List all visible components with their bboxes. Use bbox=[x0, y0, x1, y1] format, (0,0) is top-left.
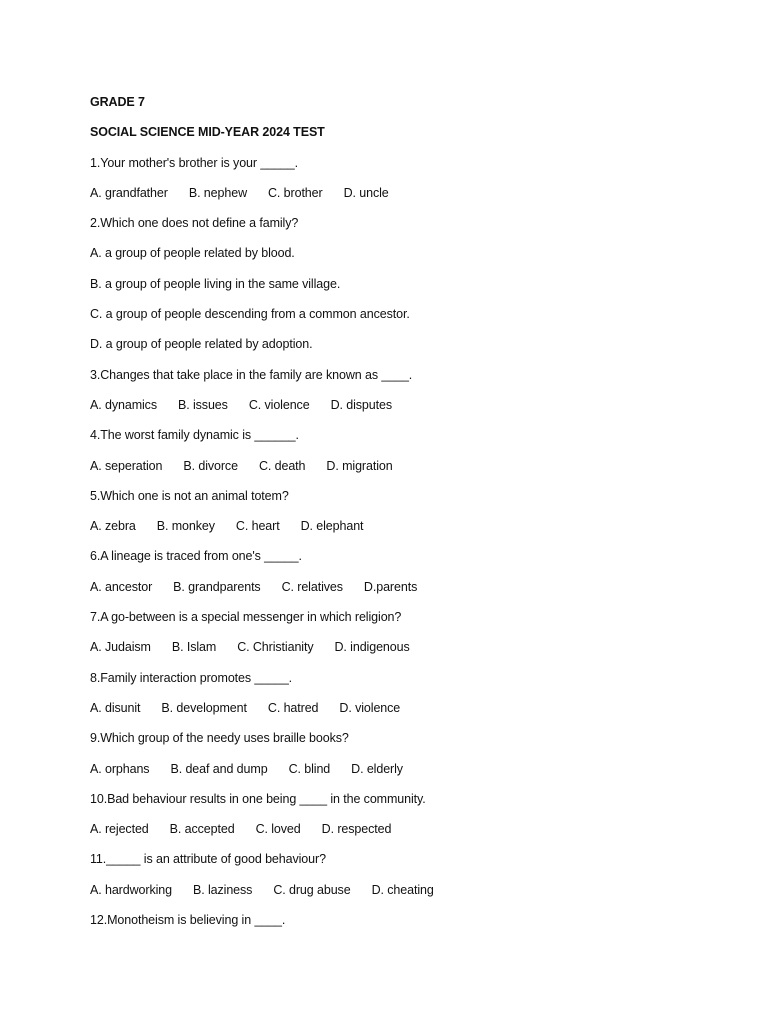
option-d: D. cheating bbox=[371, 882, 434, 897]
option-a: A. zebra bbox=[90, 519, 136, 534]
option-d: D. respected bbox=[321, 822, 392, 837]
option-b: B. laziness bbox=[192, 882, 253, 897]
question-9: 9.Which group of the needy uses braille books? bbox=[90, 731, 349, 746]
option-b: B. monkey bbox=[156, 519, 215, 534]
question-4: 4.The worst family dynamic is ______. bbox=[90, 428, 299, 443]
question-10: 10.Bad behaviour results in one being ____ in the community. bbox=[90, 791, 426, 806]
question-3-options bbox=[90, 395, 690, 425]
question-4-options bbox=[90, 456, 690, 486]
option-d: D. violence bbox=[339, 700, 401, 715]
question-7-options bbox=[90, 637, 690, 667]
option-c: C. hatred bbox=[267, 700, 319, 715]
document-content bbox=[90, 92, 690, 940]
option-c: C. blind bbox=[288, 761, 331, 776]
option-c: C. heart bbox=[235, 519, 280, 534]
test-title: SOCIAL SCIENCE MID-YEAR 2024 TEST bbox=[90, 125, 325, 140]
option-b: B. nephew bbox=[188, 185, 247, 200]
question-8-options bbox=[90, 698, 690, 728]
option-c: C. Christianity bbox=[237, 640, 314, 655]
question-6-options bbox=[90, 577, 690, 607]
option-c: C. relatives bbox=[281, 579, 343, 594]
question-1-options bbox=[90, 183, 690, 213]
option-a: A. a group of people related by blood. bbox=[90, 246, 295, 261]
option-a: A. disunit bbox=[90, 700, 141, 715]
question-11-options bbox=[90, 880, 690, 910]
grade-heading: GRADE 7 bbox=[90, 95, 145, 109]
option-b: B. divorce bbox=[183, 458, 238, 473]
question-5: 5.Which one is not an animal totem? bbox=[90, 488, 289, 503]
question-7: 7.A go-between is a special messenger in which religion? bbox=[90, 610, 402, 625]
option-d: D. elderly bbox=[351, 761, 403, 776]
option-b: B. deaf and dump bbox=[170, 761, 268, 776]
option-b: B. accepted bbox=[169, 822, 235, 837]
option-c: C. violence bbox=[248, 397, 310, 412]
option-a: A. grandfather bbox=[90, 185, 168, 200]
option-b: B. development bbox=[161, 700, 247, 715]
question-9-options bbox=[90, 759, 690, 789]
option-c: C. death bbox=[258, 458, 306, 473]
question-6: 6.A lineage is traced from one's _____. bbox=[90, 549, 302, 564]
option-d: D. migration bbox=[326, 458, 393, 473]
option-a: A. seperation bbox=[90, 458, 163, 473]
question-1: 1.Your mother's brother is your _____. bbox=[90, 155, 298, 170]
option-d: D. indigenous bbox=[334, 640, 410, 655]
option-c: C. loved bbox=[255, 822, 301, 837]
option-b: B. issues bbox=[177, 397, 228, 412]
option-a: A. hardworking bbox=[90, 882, 172, 897]
option-d: D. disputes bbox=[330, 397, 392, 412]
option-c: C. drug abuse bbox=[273, 882, 351, 897]
option-a: A. ancestor bbox=[90, 579, 153, 594]
option-b: B. grandparents bbox=[173, 579, 261, 594]
option-d: D. a group of people related by adoption. bbox=[90, 337, 313, 352]
question-11: 11._____ is an attribute of good behaviour? bbox=[90, 852, 326, 867]
question-5-options bbox=[90, 516, 690, 546]
option-d: D.parents bbox=[363, 579, 418, 594]
option-a: A. orphans bbox=[90, 761, 150, 776]
question-10-options bbox=[90, 819, 690, 849]
option-b: B. Islam bbox=[171, 640, 217, 655]
option-c: C. brother bbox=[268, 185, 323, 200]
option-d: D. uncle bbox=[343, 185, 389, 200]
option-a: A. rejected bbox=[90, 822, 149, 837]
question-2: 2.Which one does not define a family? bbox=[90, 216, 299, 231]
option-a: A. Judaism bbox=[90, 640, 151, 655]
option-c: C. a group of people descending from a common ancestor. bbox=[90, 307, 410, 322]
question-12: 12.Monotheism is believing in ____. bbox=[90, 913, 286, 928]
question-3: 3.Changes that take place in the family are known as ____. bbox=[90, 367, 413, 382]
option-a: A. dynamics bbox=[90, 397, 157, 412]
option-b: B. a group of people living in the same village. bbox=[90, 276, 341, 291]
question-8: 8.Family interaction promotes _____. bbox=[90, 670, 293, 685]
option-d: D. elephant bbox=[300, 519, 364, 534]
